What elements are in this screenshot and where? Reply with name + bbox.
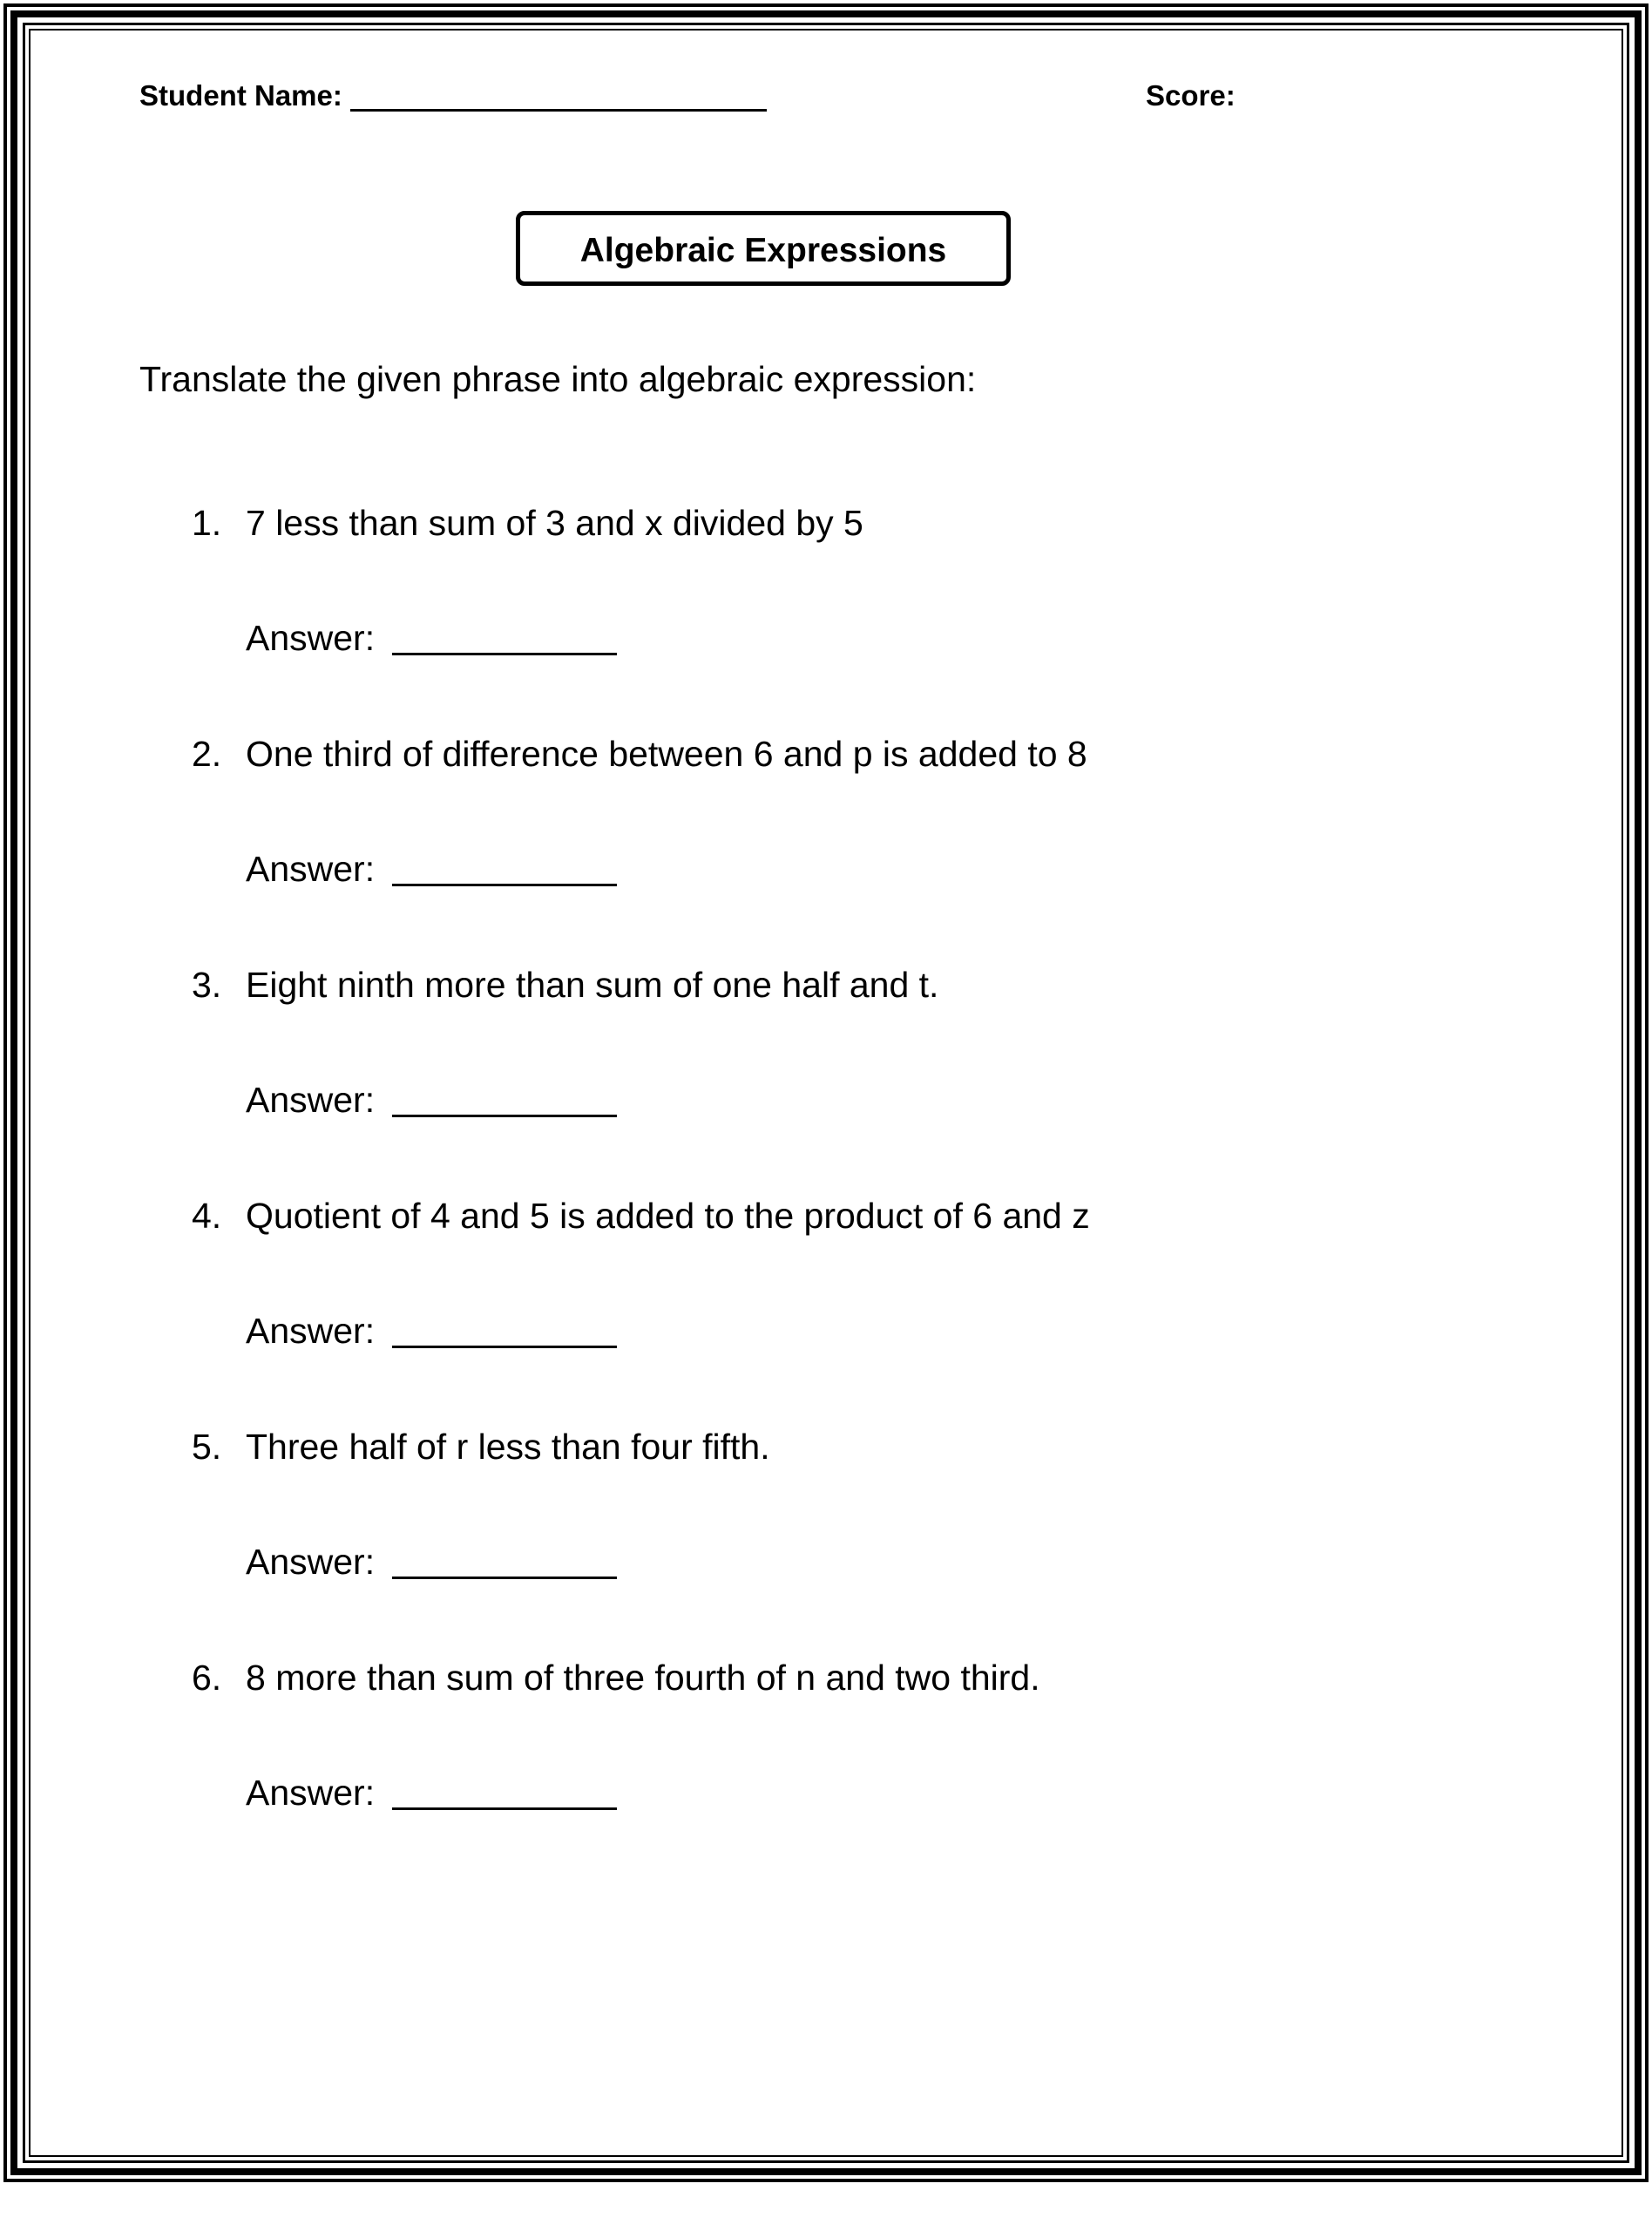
question-number: 1. <box>192 503 222 543</box>
answer-blank[interactable] <box>392 884 617 886</box>
question-item <box>0 963 1652 1155</box>
title-box <box>516 211 1011 286</box>
student-name-field[interactable] <box>350 109 767 112</box>
question-number: 2. <box>192 734 222 774</box>
student-name-label: Student Name: <box>139 79 342 112</box>
answer-label: Answer: <box>246 849 376 889</box>
question-text: 7 less than sum of 3 and x divided by 5 <box>246 503 863 543</box>
answer-blank[interactable] <box>392 1346 617 1348</box>
score-label: Score: <box>1146 79 1236 112</box>
answer-blank[interactable] <box>392 1807 617 1810</box>
question-text: Three half of r less than four fifth. <box>246 1427 770 1467</box>
instruction-text: Translate the given phrase into algebraic expression: <box>139 359 977 399</box>
answer-blank[interactable] <box>392 1115 617 1117</box>
question-item <box>0 1656 1652 1848</box>
question-item <box>0 1425 1652 1617</box>
worksheet-title: Algebraic Expressions <box>579 232 947 269</box>
question-text: Quotient of 4 and 5 is added to the product of 6 and z <box>246 1196 1090 1236</box>
answer-label: Answer: <box>246 1773 376 1813</box>
question-number: 3. <box>192 965 222 1005</box>
question-item <box>0 732 1652 924</box>
answer-label: Answer: <box>246 1311 376 1351</box>
question-number: 4. <box>192 1196 222 1236</box>
question-item <box>0 1194 1652 1386</box>
question-item <box>0 501 1652 693</box>
answer-label: Answer: <box>246 618 376 658</box>
answer-blank[interactable] <box>392 1577 617 1579</box>
question-text: Eight ninth more than sum of one half and t. <box>246 965 939 1005</box>
question-number: 6. <box>192 1658 222 1698</box>
answer-label: Answer: <box>246 1080 376 1120</box>
answer-label: Answer: <box>246 1542 376 1582</box>
question-number: 5. <box>192 1427 222 1467</box>
question-text: 8 more than sum of three fourth of n and two third. <box>246 1658 1040 1698</box>
question-text: One third of difference between 6 and p is added to 8 <box>246 734 1087 774</box>
answer-blank[interactable] <box>392 653 617 655</box>
